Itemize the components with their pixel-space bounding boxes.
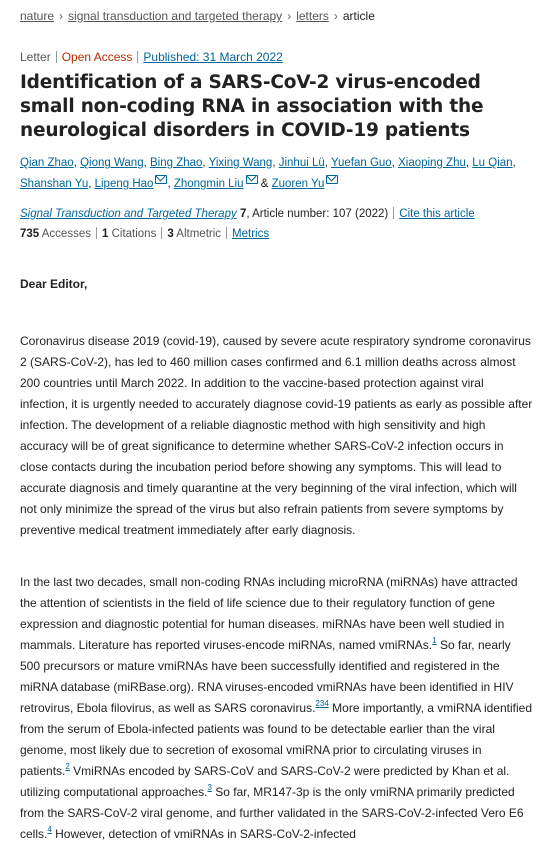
author-list: Qian Zhao, Qiong Wang, Bing Zhao, Yixing Wang, Jinhui Lü, Yuefan Guo, Xiaoping Zhu, Lu Qian, Shanshan Yu, Lipeng Hao , Zhongmin Liu & Zuoren Yu (20, 157, 516, 190)
reference-link[interactable]: 4 (324, 699, 329, 708)
divider (96, 227, 97, 239)
divider (137, 51, 138, 63)
author-link[interactable]: Xiaoping Zhu (398, 157, 466, 169)
reference-link[interactable]: 2 (315, 699, 320, 708)
paragraph-text: However, detection of vmiRNAs in SARS-CoV-2-infected (51, 827, 356, 841)
author-link[interactable]: Zhongmin Liu (173, 178, 244, 190)
chevron-right-icon: › (59, 9, 64, 23)
volume-number: 7 (239, 208, 247, 220)
author-link[interactable]: Qian Zhao (20, 157, 74, 169)
author-link[interactable]: Jinhui Lü (278, 157, 325, 169)
metrics-link[interactable]: Metrics (232, 228, 270, 240)
paragraph-text: So far, nearly 500 precursors or mature vmiRNAs have been successfully identified and registered in the miRNA database (miRBase.org). RNA viruses-encoded vmiRNAs have been identified in HIV retrovirus, Ebola filovirus, as well as SARS coronavirus. (20, 638, 514, 715)
email-icon[interactable] (155, 175, 167, 184)
divider (161, 227, 162, 239)
reference-link[interactable]: 2 (65, 762, 70, 771)
article-body (20, 274, 533, 845)
altmetric-label: Altmetric (176, 228, 222, 240)
divider (393, 207, 394, 219)
open-access-badge: Open Access (61, 50, 133, 64)
citation-line (20, 204, 533, 224)
paragraph-text: So far, MR147-3p is the only vmiRNA primarily predicted from the SARS-CoV-2 viral genome, and further validated in the SARS-CoV-2-infected Vero E6 cells. (20, 785, 524, 841)
author-link[interactable]: Yuefan Guo (330, 157, 392, 169)
salutation: Dear Editor, (20, 277, 88, 291)
breadcrumb-letters[interactable]: letters (296, 9, 329, 23)
paragraph-2 (20, 572, 533, 845)
citations-label: Citations (111, 228, 157, 240)
author-link[interactable]: Lipeng Hao (94, 178, 154, 190)
accesses-label: Accesses (41, 228, 91, 240)
altmetric-count: 3 (167, 228, 174, 240)
divider (56, 51, 57, 63)
published-date-link[interactable]: Published: 31 March 2022 (143, 50, 283, 64)
author-link[interactable]: Yixing Wang (208, 157, 273, 169)
author-link[interactable]: Bing Zhao (149, 157, 203, 169)
reference-link[interactable]: 4 (47, 825, 52, 834)
authors-and: & (260, 178, 269, 190)
cite-this-article-link[interactable]: Cite this article (399, 208, 475, 220)
author-link[interactable]: Zuoren Yu (271, 178, 325, 190)
article-meta (20, 48, 533, 66)
divider (226, 227, 227, 239)
reference-link[interactable]: 3 (319, 699, 325, 708)
paragraph-text: VmiRNAs encoded by SARS-CoV and SARS-CoV-2 were predicted by Khan et al. utilizing computational approaches. (20, 764, 510, 799)
reference-superscript (315, 699, 328, 708)
article-title: Identification of a SARS-CoV-2 virus-encoded small non-coding RNA in association with the neurological disorders in COVID-19 patients (20, 72, 484, 141)
article-type: Letter (20, 50, 51, 64)
journal-link[interactable]: Signal Transduction and Targeted Therapy (20, 208, 237, 220)
chevron-right-icon: › (287, 9, 292, 23)
article-number: , Article number: 107 (2022) (246, 208, 389, 220)
paragraph-1: Coronavirus disease 2019 (covid-19), caused by severe acute respiratory syndrome coronavirus 2 (SARS-CoV-2), has led to 460 million cases confirmed and 6.1 million deaths across almost 200 countries until March 2022. In addition to the vaccine-based protection against viral infection, it is urgently needed to accurately diagnose covid-19 patients as early as possible after infection. The development of a reliable diagnostic method with high sensitivity and high accuracy will be of great significance to determine whether SARS-CoV-2 infection occurs in close contacts during the incubation period before showing any symptoms. This will lead to accurate diagnosis and timely quarantine at the very beginning of the viral infection, which will not only minimize the spread of the virus but also refrain patients from severe symptoms by preventive medical treatment immediately after early diagnosis. (20, 334, 533, 537)
accesses-count: 735 (20, 228, 40, 240)
breadcrumb-nature[interactable]: nature (20, 9, 55, 23)
citations-count: 1 (101, 228, 109, 240)
reference-link[interactable]: 3 (207, 783, 212, 792)
author-link[interactable]: Qiong Wang (80, 157, 144, 169)
paragraph-text: In the last two decades, small non-coding RNAs including microRNA (miRNAs) have attracted the attention of scientists in the field of life science due to their regulatory function of gene expression and diagnostic potential for human diseases. miRNAs have been well studied in mammals. Literature has reported viruses-encode miRNAs, named vmiRNAs. (20, 575, 518, 652)
reference-link[interactable]: 1 (432, 636, 437, 645)
article-metrics (20, 224, 533, 244)
breadcrumb (20, 6, 533, 26)
breadcrumb-journal[interactable]: signal transduction and targeted therapy (68, 9, 283, 23)
chevron-right-icon: › (333, 9, 338, 23)
author-link[interactable]: Shanshan Yu (20, 178, 89, 190)
author-link[interactable]: Lu Qian (472, 157, 513, 169)
email-icon[interactable] (326, 175, 338, 184)
breadcrumb-current: article (342, 9, 375, 23)
email-icon[interactable] (246, 175, 258, 184)
paragraph-text: More importantly, a vmiRNA identified from the serum of Ebola-infected patients was found to be detectable earlier than the viral genome, most likely due to secretion of exosomal vmiRNA prior to circulating viruses in patients. (20, 701, 532, 778)
